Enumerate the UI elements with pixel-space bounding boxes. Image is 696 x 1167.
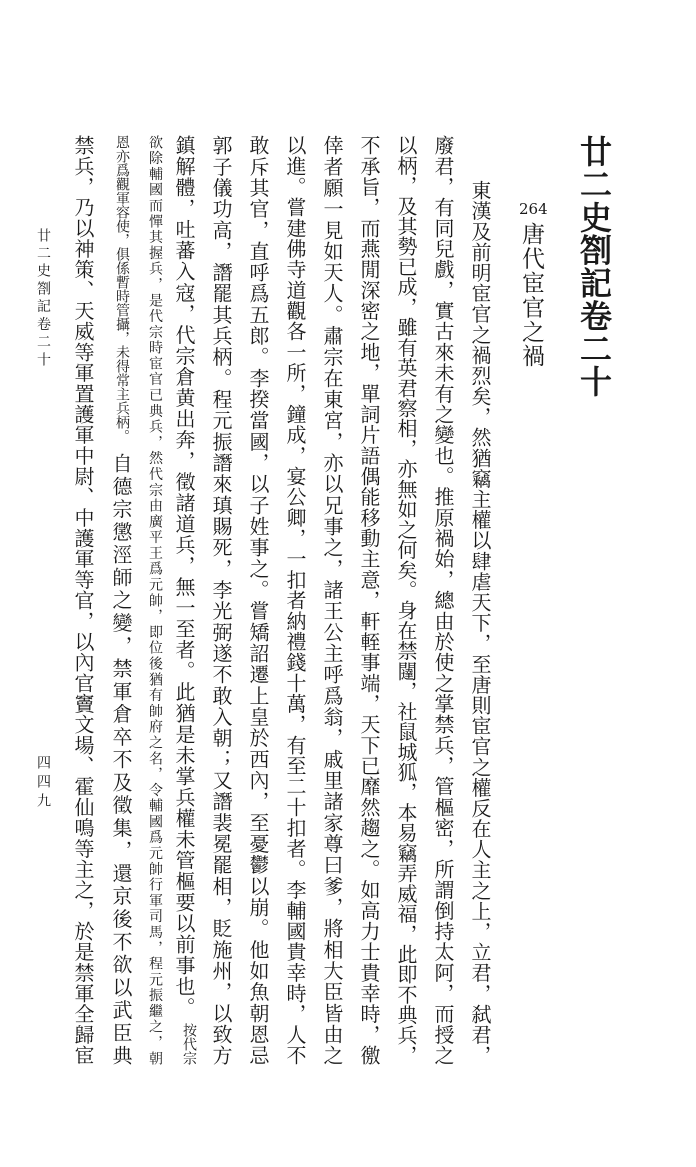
text-column-2 xyxy=(428,135,458,1065)
text-column-1 xyxy=(465,180,495,1065)
column-text: 禁兵，乃以神策、天威等軍置護軍中尉、中護軍等官，以內官竇文場、霍仙鳴等主之，於是禁軍全歸宦 xyxy=(71,135,95,1065)
column-text: 不承旨，而燕閒深密之地，單詞片語偶能移動主意，軒輊事端，天下已靡然趨之。如高力士貴幸時，徼 xyxy=(357,135,381,1065)
section-number: 264 xyxy=(519,200,548,218)
text-column-8 xyxy=(206,135,236,1065)
section-title: 唐代宦官之禍 xyxy=(518,222,544,367)
text-column-5 xyxy=(317,135,347,1065)
text-column-4 xyxy=(354,135,384,1065)
column-text: 鎮解體，吐蕃入寇，代宗倉黄出奔，徵諸道兵，無一至者。此猶是未掌兵權未管樞要以前事也。 xyxy=(172,135,196,1017)
text-column-11 xyxy=(106,135,136,1065)
text-column-6 xyxy=(280,135,310,1065)
text-column-7 xyxy=(243,135,273,1065)
column-text: 郭子儀功高，譖罷其兵柄。程元振譖來瑱賜死，李光弼遂不敢入朝；又譖裴冕罷相，貶施州，以致方 xyxy=(209,135,233,1065)
page-number: 四四九 xyxy=(35,755,51,807)
annotation-text: 按代宗 xyxy=(181,1023,197,1065)
column-text: 自德宗懲涇師之變，禁軍倉卒不及徵集，還京後不欲以武臣典 xyxy=(109,453,133,1065)
annotation-text: 恩亦爲觀軍容使，俱係暫時管攝，未得常主兵柄。 xyxy=(114,135,130,443)
annotation-column xyxy=(145,135,165,1065)
text-column-9 xyxy=(169,135,199,1065)
column-text: 以柄，及其勢已成，雖有英君察相，亦無如之何矣。身在禁闥，社鼠城狐，本易竊弄威福，此即不典兵， xyxy=(394,135,418,1065)
column-text: 廢君，有同兒戲，實古來未有之變也。推原禍始，總由於使之掌禁兵，管樞密，所謂倒持太阿，而授之 xyxy=(431,135,455,1065)
column-text: 以進。嘗建佛寺道觀各一所，鐘成，宴公卿，一扣者納禮錢十萬，有至二十扣者。李輔國貴幸時，人不 xyxy=(283,135,307,1065)
text-column-3 xyxy=(391,135,421,1065)
annotation-text: 欲除輔國而憚其握兵，是代宗時宦官已典兵，然代宗由廣平王爲元帥，即位後猶有帥府之名，令輔國爲元帥行軍司馬，程元振繼之，朝 xyxy=(147,135,163,1065)
text-column-12 xyxy=(68,135,98,1065)
column-text: 敢斥其官，直呼爲五郎。李揆當國，以子姓事之。嘗矯詔遷上皇於西內，至憂鬱以崩。他如魚朝恩忌 xyxy=(246,135,270,1065)
column-text: 東漢及前明宦官之禍烈矣，然猶竊主權以肆虐天下，至唐則宦官之權反在人主之上，立君，弑君， xyxy=(468,180,492,1065)
column-text: 倖者願一見如天人。肅宗在東宮，亦以兄事之，諸王公主呼爲翁，戚里諸家尊曰爹，將相大臣皆由之 xyxy=(320,135,344,1065)
book-title: 廿二史劄記卷二十 xyxy=(575,135,613,397)
running-title: 廿二史劄記卷二十 xyxy=(35,228,51,366)
